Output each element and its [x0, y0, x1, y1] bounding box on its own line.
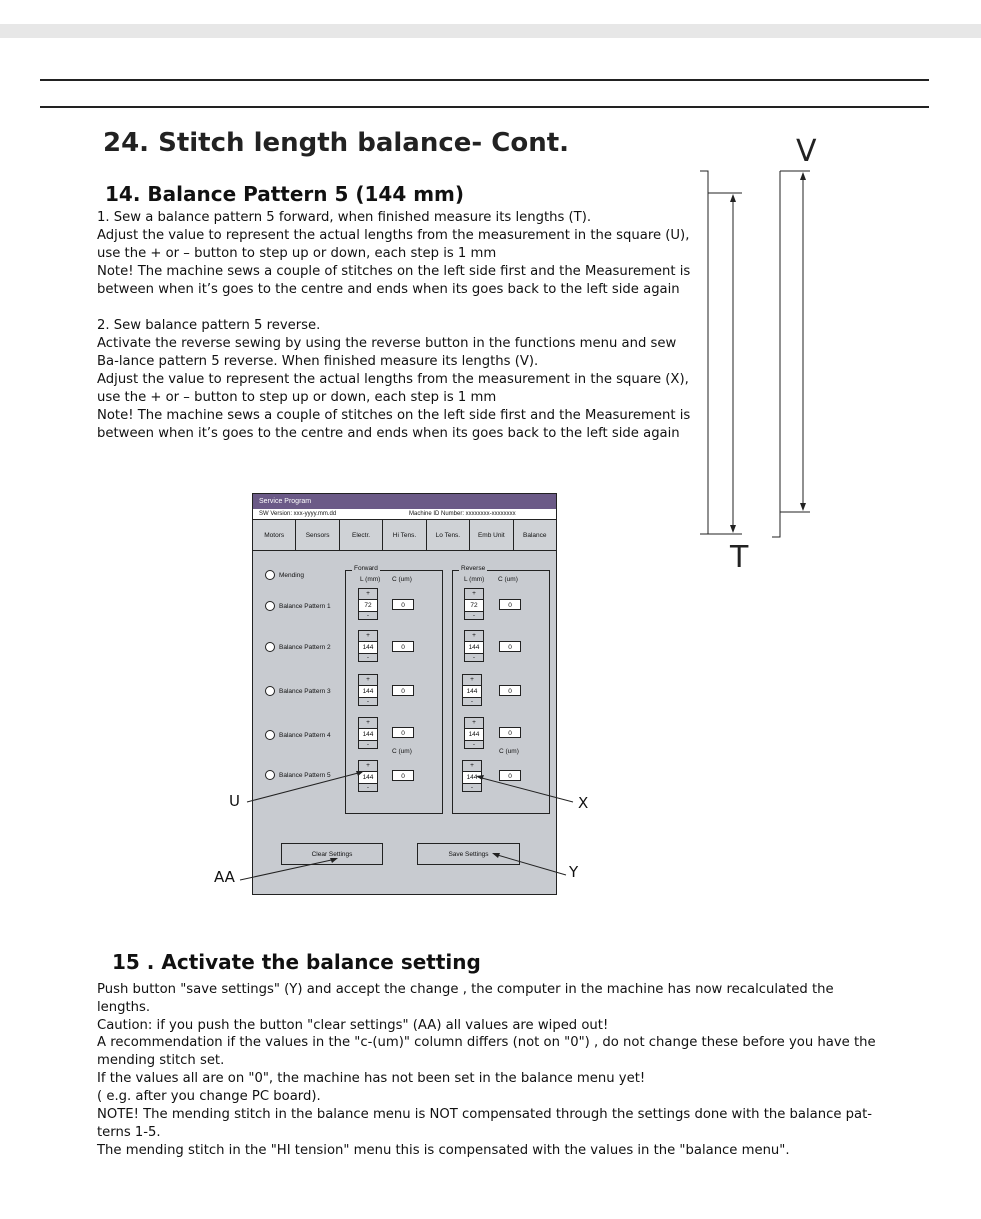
reverse-group-label: Reverse	[461, 565, 486, 572]
reverse-l-value[interactable]: 144	[465, 728, 483, 741]
forward-l-value[interactable]: 144	[359, 685, 377, 698]
minus-button[interactable]: -	[366, 612, 370, 619]
measurement-label-t: T	[730, 540, 749, 575]
minus-button[interactable]: -	[366, 741, 370, 748]
plus-button[interactable]: +	[366, 676, 370, 683]
reverse-l-header: L (mm)	[464, 576, 485, 583]
reverse-l-value[interactable]: 144	[463, 685, 481, 698]
reverse-c-label-5: C (um)	[499, 748, 519, 755]
forward-group-label: Forward	[354, 565, 378, 572]
tab-motors[interactable]: Motors	[253, 520, 296, 550]
section-14-paragraph-1: 1. Sew a balance pattern 5 forward, when finished measure its lengths (T). Adjust the value to represent the actual lengths from the measurement in the square (U), use the + or – button to step up or down, each step is 1 mm Note! The machine sews a couple of stitches on the left side first and the Measurement is between when it’s goes to the centre and ends when its goes back to the left side again	[97, 210, 691, 297]
section-15-paragraph-2: A recommendation if the values in the "c-(um)" column differs (not on "0") , do not change these before you have the mending stitch set. If the values all are on "0", the machine has not been set in the balance menu yet! ( e.g. after you change PC board). NOTE! The mending stitch in the balance menu is NOT compensated through the settings done with the balance pat-terns 1-5. The mending stitch in the "HI tension" menu this is compensated with the values in the "balance menu".	[97, 1035, 876, 1158]
radio-label: Balance Pattern 3	[279, 687, 331, 695]
tab-lo-tens[interactable]: Lo Tens.	[427, 520, 470, 550]
minus-button[interactable]: -	[366, 784, 370, 791]
plus-button[interactable]: +	[366, 632, 370, 639]
reverse-c-field-1[interactable]: 0	[499, 599, 521, 610]
radio-label: Balance Pattern 5	[279, 771, 331, 779]
radio-label: Mending	[279, 571, 304, 579]
forward-l-value[interactable]: 72	[359, 599, 377, 612]
forward-c-field-4[interactable]: 0	[392, 727, 414, 738]
forward-c-field-3[interactable]: 0	[392, 685, 414, 696]
page-title: 24. Stitch length balance- Cont.	[103, 128, 570, 158]
minus-button[interactable]: -	[472, 654, 476, 661]
plus-button[interactable]: +	[470, 762, 474, 769]
forward-c-header: C (um)	[392, 576, 412, 583]
callout-u: U	[229, 792, 240, 810]
forward-l-value[interactable]: 144	[359, 728, 377, 741]
minus-button[interactable]: -	[470, 698, 474, 705]
tab-electr[interactable]: Electr.	[340, 520, 383, 550]
minus-button[interactable]: -	[472, 612, 476, 619]
minus-button[interactable]: -	[366, 654, 370, 661]
reverse-c-field-3[interactable]: 0	[499, 685, 521, 696]
forward-c-field-5[interactable]: 0	[392, 770, 414, 781]
radio-label: Balance Pattern 2	[279, 643, 331, 651]
reverse-l-value[interactable]: 144	[465, 641, 483, 654]
minus-button[interactable]: -	[472, 741, 476, 748]
callout-y: Y	[569, 863, 579, 881]
measurement-label-v: V	[796, 134, 817, 169]
plus-button[interactable]: +	[366, 590, 370, 597]
reverse-c-field-4[interactable]: 0	[499, 727, 521, 738]
reverse-c-field-5[interactable]: 0	[499, 770, 521, 781]
callout-aa: AA	[214, 868, 235, 886]
plus-button[interactable]: +	[472, 719, 476, 726]
forward-l-value[interactable]: 144	[359, 641, 377, 654]
reverse-l-value[interactable]: 72	[465, 599, 483, 612]
machine-id: Machine ID Number: xxxxxxxx-xxxxxxxx	[409, 511, 516, 517]
radio-label: Balance Pattern 4	[279, 731, 331, 739]
plus-button[interactable]: +	[366, 762, 370, 769]
callout-x: X	[578, 794, 589, 812]
radio-label: Balance Pattern 1	[279, 602, 331, 610]
forward-c-field-1[interactable]: 0	[392, 599, 414, 610]
reverse-c-field-2[interactable]: 0	[499, 641, 521, 652]
plus-button[interactable]: +	[366, 719, 370, 726]
reverse-l-value[interactable]: 144	[463, 771, 481, 784]
forward-l-value[interactable]: 144	[359, 771, 377, 784]
reverse-c-header: C (um)	[498, 576, 518, 583]
tab-balance[interactable]: Balance	[514, 520, 556, 550]
panel-title: Service Program	[253, 494, 556, 509]
forward-c-label-5: C (um)	[392, 748, 412, 755]
tab-hi-tens[interactable]: Hi Tens.	[383, 520, 426, 550]
minus-button[interactable]: -	[366, 698, 370, 705]
save-settings-button[interactable]: Save Settings	[417, 843, 520, 865]
section-15-title: 15 . Activate the balance setting	[112, 950, 481, 974]
minus-button[interactable]: -	[470, 784, 474, 791]
forward-l-header: L (mm)	[360, 576, 381, 583]
tab-emb-unit[interactable]: Emb Unit	[470, 520, 513, 550]
clear-settings-button[interactable]: Clear Settings	[281, 843, 383, 865]
section-14-title: 14. Balance Pattern 5 (144 mm)	[105, 182, 465, 206]
plus-button[interactable]: +	[470, 676, 474, 683]
plus-button[interactable]: +	[472, 590, 476, 597]
forward-c-field-2[interactable]: 0	[392, 641, 414, 652]
tab-sensors[interactable]: Sensors	[296, 520, 339, 550]
section-14-paragraph-2: 2. Sew balance pattern 5 reverse. Activate the reverse sewing by using the reverse button in the functions menu and sew Ba-lance pattern 5 reverse. When finished measure its lengths (V). Adjust the value to represent the actual lengths from the measurement in the square (X), use the + or – button to step up or down, each step is 1 mm Note! The machine sews a couple of stitches on the left side first and the Measurement is between when it’s goes to the centre and ends when its goes back to the left side again	[97, 318, 691, 441]
plus-button[interactable]: +	[472, 632, 476, 639]
section-15-paragraph-1: Push button "save settings" (Y) and accept the change , the computer in the machine has now recalculated the lengths. Caution: if you push the button "clear settings" (AA) all values are wiped out!	[97, 982, 834, 1033]
sw-version: SW Version: xxx-yyyy.mm.dd	[259, 511, 337, 517]
